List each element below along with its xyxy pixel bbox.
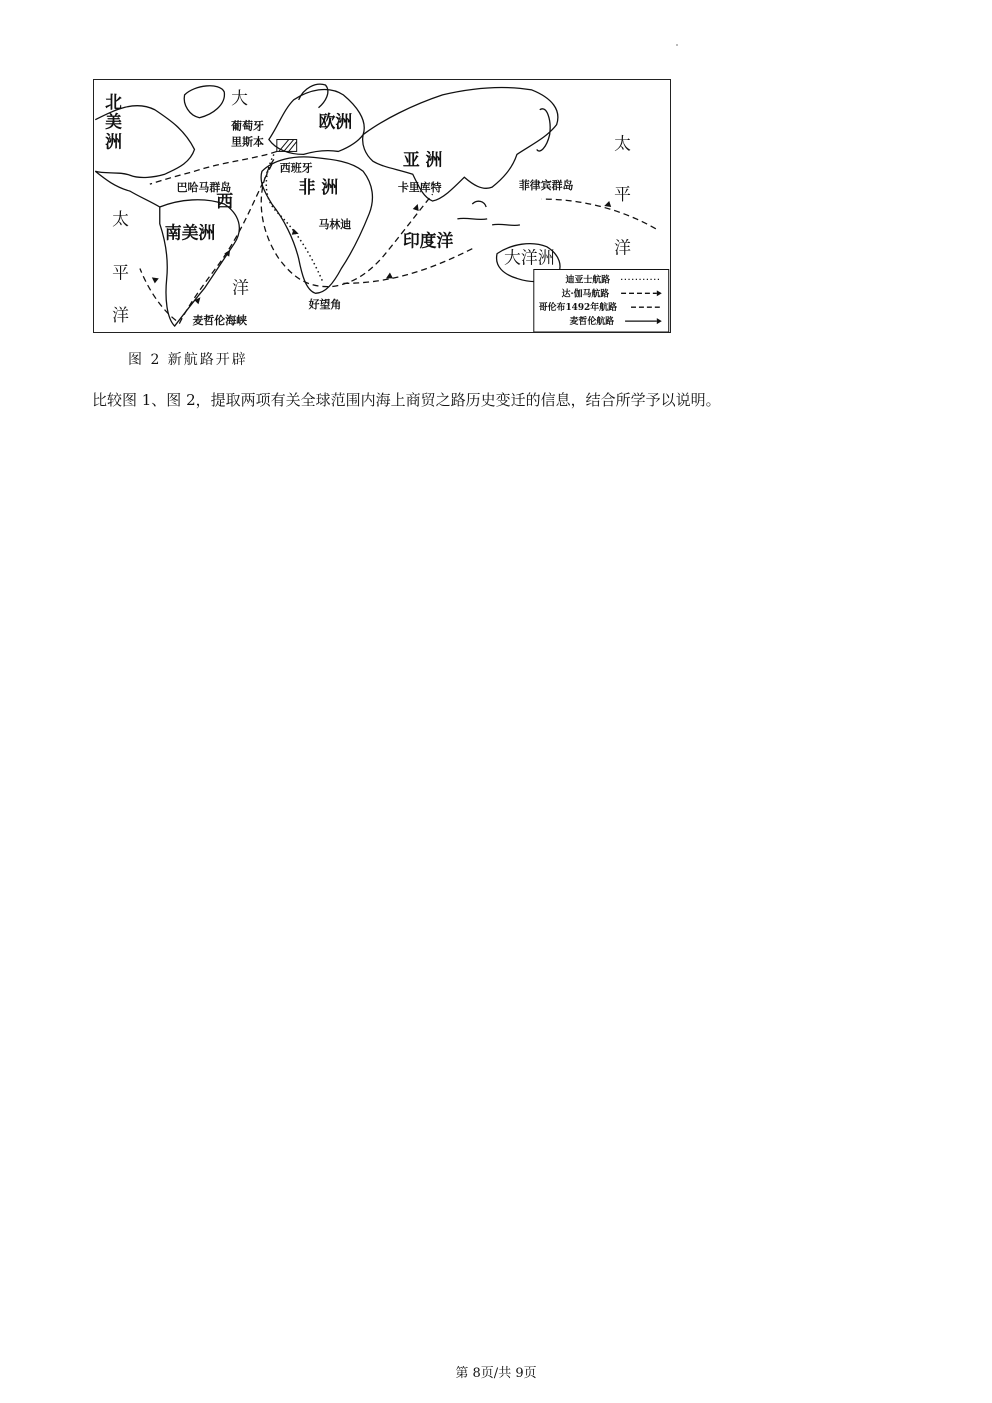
label-spain: 西班牙 xyxy=(279,161,313,175)
label-north-america-2: 美 xyxy=(105,111,123,132)
japan-coast xyxy=(537,109,550,151)
label-pacific-left-1: 太 xyxy=(112,208,130,229)
arrow-mark xyxy=(386,272,393,278)
label-indian-ocean: 印度洋 xyxy=(402,230,454,251)
label-atlantic-ocean: 洋 xyxy=(232,277,250,298)
label-pacific-left-2: 平 xyxy=(112,262,130,283)
label-pacific-right-2: 平 xyxy=(614,184,632,205)
arrow-mark xyxy=(152,277,159,283)
legend-columbus-label: 哥伦布1492年航路 xyxy=(538,303,617,314)
label-atlantic-west: 西 xyxy=(216,190,234,211)
scan-speck xyxy=(676,44,678,46)
label-africa: 非 洲 xyxy=(298,177,339,198)
label-lisbon: 里斯本 xyxy=(231,135,264,149)
label-pacific-right-3: 洋 xyxy=(614,237,632,258)
label-calicut: 卡里库特 xyxy=(397,181,442,195)
scandinavia-coast xyxy=(299,84,328,108)
label-philippines: 菲律宾群岛 xyxy=(518,179,574,193)
figure-caption: 图 2 新航路开辟 xyxy=(128,352,248,368)
columbus-route xyxy=(150,151,277,184)
label-magellan-strait: 麦哲伦海峡 xyxy=(192,314,248,328)
map-legend xyxy=(534,269,669,332)
question-text: 比较图 1、图 2，提取两项有关全球范围内海上商贸之路历史变迁的信息，结合所学予以说明。 xyxy=(92,391,721,409)
label-asia: 亚 洲 xyxy=(402,149,443,170)
arrow-mark xyxy=(604,201,611,207)
greenland-coast xyxy=(184,86,224,118)
label-europe: 欧洲 xyxy=(318,111,353,132)
label-portugal: 葡萄牙 xyxy=(231,119,264,133)
south-america-coast xyxy=(160,200,240,326)
map-svg xyxy=(94,80,670,332)
label-pacific-left-3: 洋 xyxy=(112,305,130,326)
indonesia-coast xyxy=(457,201,520,225)
label-north-america-1: 北 xyxy=(105,91,123,112)
label-north-america-3: 洲 xyxy=(105,131,123,152)
arrow-mark xyxy=(194,297,200,304)
new-sea-routes-map xyxy=(93,79,671,333)
label-atlantic-top: 大 xyxy=(231,87,249,108)
label-cape-good-hope: 好望角 xyxy=(308,298,342,312)
label-bahamas: 巴哈马群岛 xyxy=(176,181,232,195)
label-oceania: 大洋洲 xyxy=(504,247,555,268)
legend-dias-label: 迪亚士航路 xyxy=(565,275,611,286)
legend-da-gama-label: 达·伽马航路 xyxy=(561,289,610,300)
page-footer: 第 8页/共 9页 xyxy=(455,1366,537,1381)
label-south-america: 南美洲 xyxy=(164,222,216,243)
label-pacific-right-1: 太 xyxy=(614,133,632,154)
label-malindi: 马林迪 xyxy=(318,217,352,231)
legend-magellan-label: 麦哲伦航路 xyxy=(569,317,615,328)
arrow-mark xyxy=(413,204,419,211)
